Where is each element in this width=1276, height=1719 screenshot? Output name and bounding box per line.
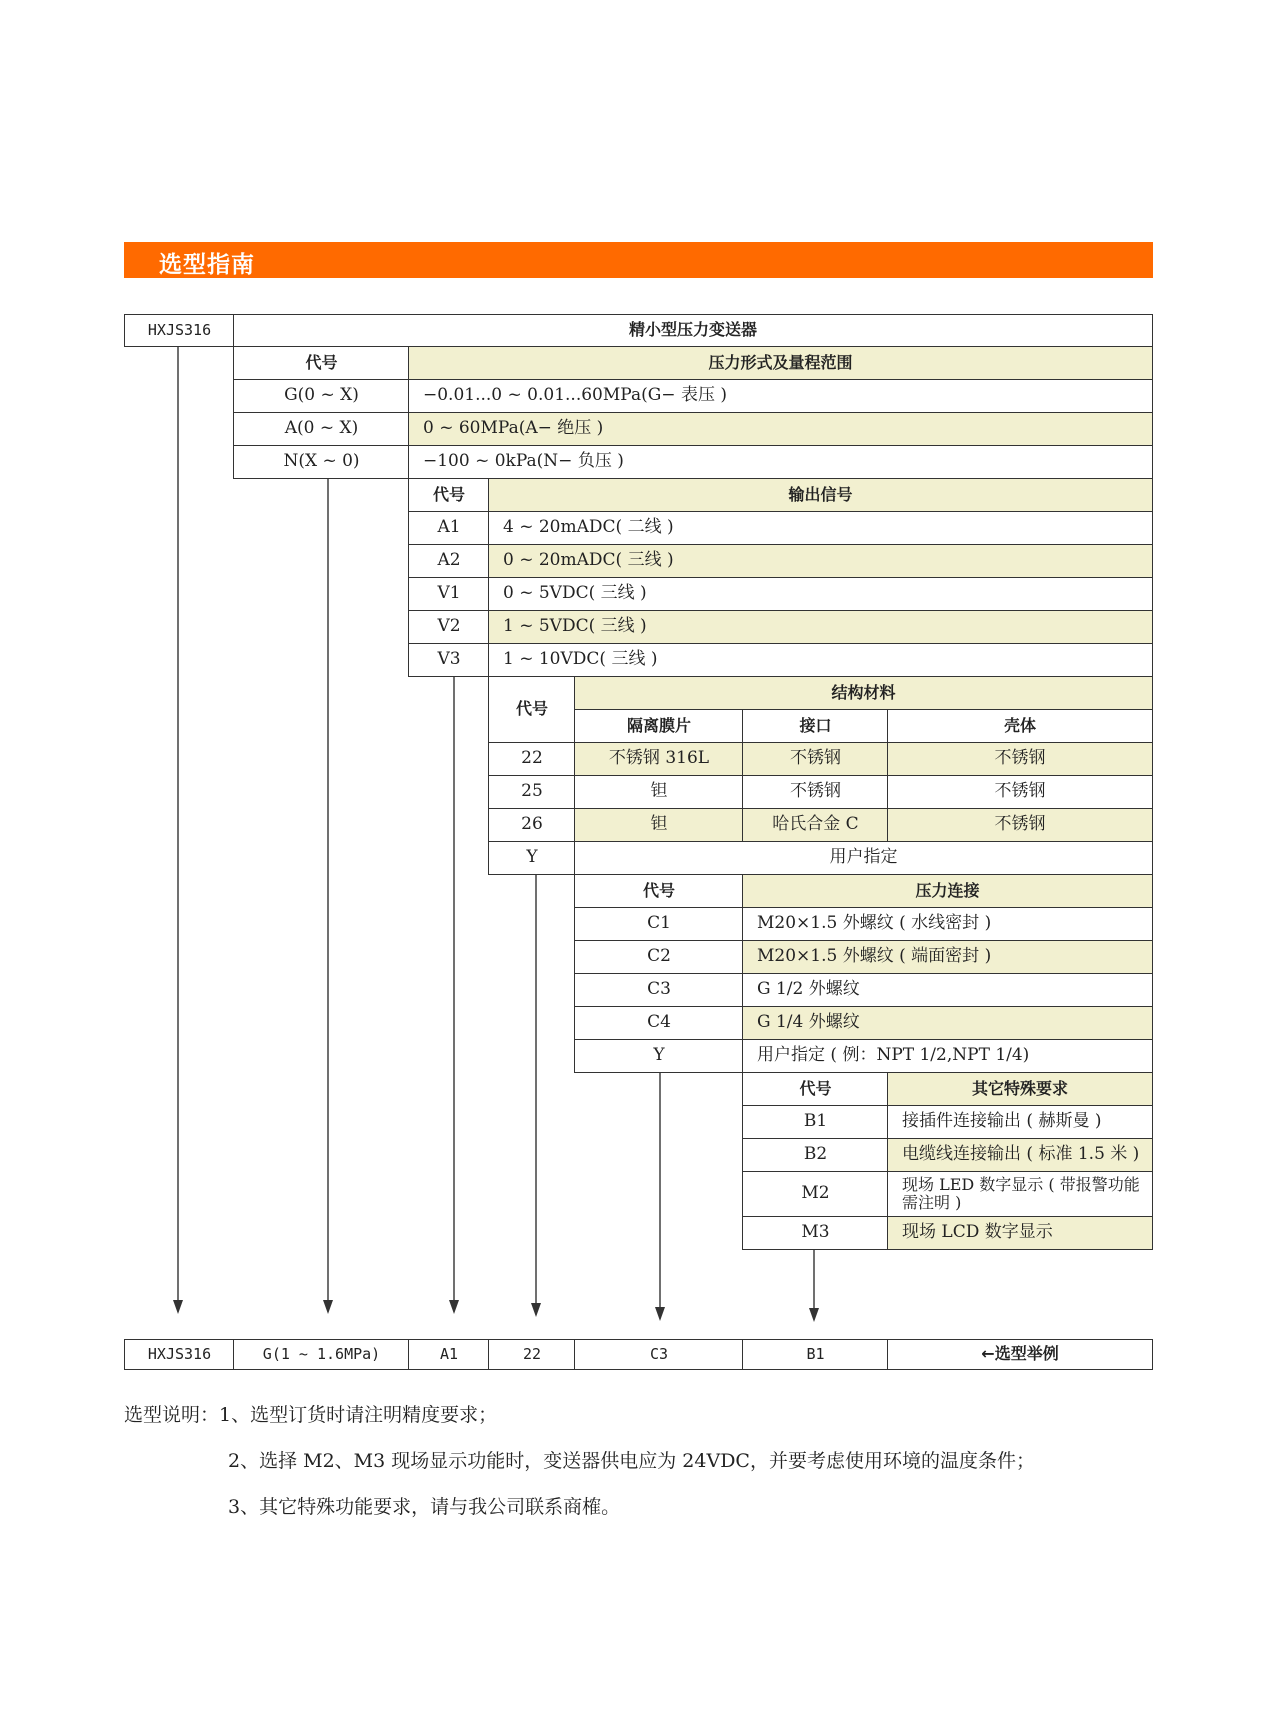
output-row-code: V2 [408, 610, 490, 644]
arrow-head-connection [655, 1307, 665, 1321]
output-row-desc: 0 ~ 5VDC( 三线 ) [488, 577, 1153, 611]
pressure-title-header: 压力形式及量程范围 [408, 346, 1153, 380]
special-title-header: 其它特殊要求 [887, 1072, 1153, 1106]
arrow-head-output [449, 1300, 459, 1314]
material-col-port: 接口 [742, 709, 889, 743]
note-line-3: 3、其它特殊功能要求，请与我公司联系商榷。 [228, 1496, 621, 1518]
example-material: 22 [488, 1339, 576, 1370]
pressure-row-code: G(0 ~ X) [233, 379, 410, 413]
special-row-desc: 现场 LCD 数字显示 [887, 1216, 1153, 1250]
connection-row-code: C4 [574, 1006, 744, 1040]
material-row-code: 25 [488, 775, 576, 809]
material-title-header: 结构材料 [574, 676, 1153, 710]
pressure-row-desc: −100 ~ 0kPa(N− 负压 ) [408, 445, 1153, 479]
material-row-port: 哈氏合金 C [742, 808, 889, 842]
material-code-header: 代号 [488, 676, 576, 743]
material-row-diaphragm: 钽 [574, 808, 744, 842]
example-special: B1 [742, 1339, 889, 1370]
material-col-housing: 壳体 [887, 709, 1153, 743]
example-label: ←选型举例 [887, 1339, 1153, 1370]
note-line-1: 选型说明：1、选型订货时请注明精度要求； [124, 1404, 498, 1426]
model-name-cell: 精小型压力变送器 [233, 314, 1153, 347]
material-user-desc: 用户指定 [574, 841, 1153, 875]
special-row-desc: 电缆线连接输出 ( 标准 1.5 米 ) [887, 1138, 1153, 1172]
material-row-housing: 不锈钢 [887, 742, 1153, 776]
output-row-code: V3 [408, 643, 490, 677]
output-row-code: A2 [408, 544, 490, 578]
output-row-code: A1 [408, 511, 490, 545]
connection-code-header: 代号 [574, 874, 744, 908]
arrow-head-material [531, 1303, 541, 1317]
material-row-port: 不锈钢 [742, 742, 889, 776]
material-user-code: Y [488, 841, 576, 875]
output-row-desc: 1 ~ 10VDC( 三线 ) [488, 643, 1153, 677]
pressure-row-desc: −0.01...0 ~ 0.01...60MPa(G− 表压 ) [408, 379, 1153, 413]
special-row-desc: 接插件连接输出 ( 赫斯曼 ) [887, 1105, 1153, 1139]
pressure-row-code: A(0 ~ X) [233, 412, 410, 446]
example-output: A1 [408, 1339, 490, 1370]
example-connection: C3 [574, 1339, 744, 1370]
connection-row-code: C3 [574, 973, 744, 1007]
material-row-housing: 不锈钢 [887, 775, 1153, 809]
material-row-diaphragm: 钽 [574, 775, 744, 809]
example-model: HXJS316 [124, 1339, 235, 1370]
pressure-row-code: N(X ~ 0) [233, 445, 410, 479]
special-row-code: M3 [742, 1216, 889, 1250]
material-row-code: 22 [488, 742, 576, 776]
material-col-diaphragm: 隔离膜片 [574, 709, 744, 743]
connection-row-desc: G 1/2 外螺纹 [742, 973, 1153, 1007]
special-row-code: B1 [742, 1105, 889, 1139]
connection-row-desc: 用户指定 ( 例：NPT 1/2,NPT 1/4) [742, 1039, 1153, 1073]
connection-row-code: Y [574, 1039, 744, 1073]
pressure-row-desc: 0 ~ 60MPa(A− 绝压 ) [408, 412, 1153, 446]
connection-title-header: 压力连接 [742, 874, 1153, 908]
pressure-code-header: 代号 [233, 346, 410, 380]
model-code-cell: HXJS316 [124, 314, 235, 347]
special-row-code: M2 [742, 1171, 889, 1217]
connection-row-code: C2 [574, 940, 744, 974]
section-title: 选型指南 [159, 252, 255, 278]
material-row-code: 26 [488, 808, 576, 842]
material-row-port: 不锈钢 [742, 775, 889, 809]
connection-row-code: C1 [574, 907, 744, 941]
output-row-code: V1 [408, 577, 490, 611]
connection-row-desc: M20×1.5 外螺纹 ( 端面密封 ) [742, 940, 1153, 974]
output-title-header: 输出信号 [488, 478, 1153, 512]
note-line-2: 2、选择 M2、M3 现场显示功能时，变送器供电应为 24VDC，并要考虑使用环境的温度条件； [228, 1450, 1035, 1472]
special-code-header: 代号 [742, 1072, 889, 1106]
arrow-head-pressure [323, 1300, 333, 1314]
output-row-desc: 1 ~ 5VDC( 三线 ) [488, 610, 1153, 644]
section-banner [124, 242, 1153, 278]
example-range: G(1 ~ 1.6MPa) [233, 1339, 410, 1370]
connection-row-desc: G 1/4 外螺纹 [742, 1006, 1153, 1040]
output-row-desc: 4 ~ 20mADC( 二线 ) [488, 511, 1153, 545]
special-row-desc: 现场 LED 数字显示 ( 带报警功能需注明 ) [887, 1171, 1153, 1217]
material-row-diaphragm: 不锈钢 316L [574, 742, 744, 776]
arrow-head-special [809, 1308, 819, 1322]
output-row-desc: 0 ~ 20mADC( 三线 ) [488, 544, 1153, 578]
arrow-head-model [173, 1300, 183, 1314]
special-row-code: B2 [742, 1138, 889, 1172]
material-row-housing: 不锈钢 [887, 808, 1153, 842]
connection-row-desc: M20×1.5 外螺纹 ( 水线密封 ) [742, 907, 1153, 941]
output-code-header: 代号 [408, 478, 490, 512]
